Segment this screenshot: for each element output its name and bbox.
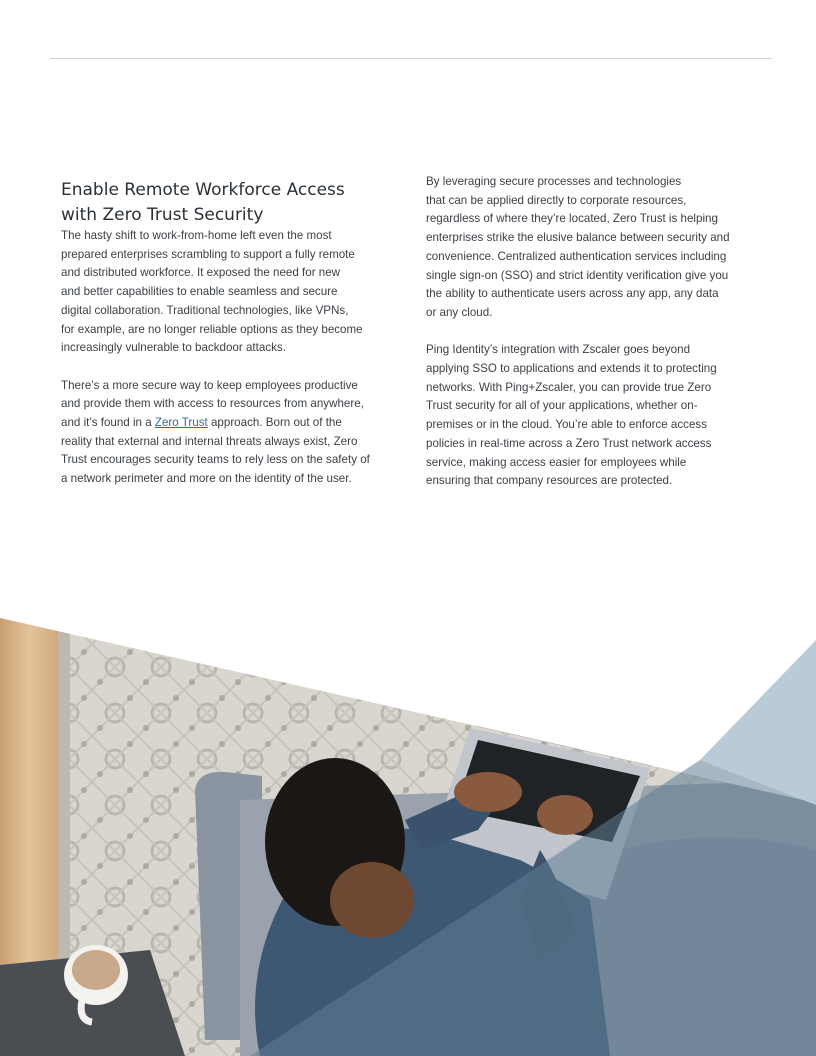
text-line: increasingly vulnerable to backdoor attacks.: [61, 341, 286, 355]
text-line: and distributed workforce. It exposed the need for new: [61, 266, 341, 280]
text-line: and better capabilities to enable seamless and secure: [61, 285, 338, 299]
text-line: premises or in the cloud. You’re able to enforce access: [426, 418, 707, 432]
text-line: applying SSO to applications and extends it to protecting: [426, 362, 717, 376]
text-line: a network perimeter and more on the identity of the user.: [61, 472, 352, 486]
text-line: and provide them with access to resources from anywhere,: [61, 397, 364, 411]
text-line: There’s a more secure way to keep employees productive: [61, 378, 358, 392]
text-line: networks. With Ping+Zscaler, you can provide true Zero: [426, 380, 712, 394]
zero-trust-link[interactable]: Zero Trust: [154, 416, 208, 430]
left-column: [61, 172, 391, 489]
text-line: enterprises strike the elusive balance between security and: [426, 231, 730, 245]
text-line: single sign-on (SSO) and strict identity verification give you: [426, 268, 729, 282]
section-heading: [61, 178, 391, 227]
text-line: that can be applied directly to corporate resources,: [426, 193, 687, 207]
integration-paragraph: [426, 341, 756, 491]
text-line: reality that external and internal threats always exist, Zero: [61, 434, 358, 448]
text-line: prepared enterprises scrambling to support a fully remote: [61, 247, 355, 261]
text-line: the ability to authenticate users across any app, any data: [426, 287, 719, 301]
text-line: Trust security for all of your applications, whether on-: [426, 399, 698, 413]
text-line: policies in real-time across a Zero Trust network access: [426, 436, 712, 450]
text-line: The hasty shift to work-from-home left even the most: [61, 229, 332, 242]
right-column: [426, 173, 756, 491]
text-line: convenience. Centralized authentication services including: [426, 249, 727, 263]
header-divider: [50, 58, 772, 59]
zero-trust-paragraph: [61, 377, 391, 489]
text-line: for example, are no longer reliable options as they become: [61, 322, 363, 336]
text-line: or any cloud.: [426, 305, 493, 319]
heading-line-2: with Zero Trust Security: [61, 204, 264, 225]
text-line: By leveraging secure processes and technologies: [426, 175, 682, 188]
text-segment: and it’s found in a: [61, 416, 155, 430]
heading-line-1: Enable Remote Workforce Access: [61, 180, 345, 200]
text-line: ensuring that company resources are protected.: [426, 474, 673, 488]
intro-paragraph: [61, 227, 391, 358]
text-line: Trust encourages security teams to rely less on the safety of: [61, 453, 370, 467]
person-hand-left: [454, 772, 522, 812]
text-line: regardless of where they’re located, Zero Trust is helping: [426, 212, 718, 226]
person-face: [330, 862, 414, 938]
text-line: digital collaboration. Traditional technologies, like VPNs,: [61, 303, 349, 317]
leveraging-paragraph: [426, 173, 756, 323]
person-hand-right: [537, 795, 593, 835]
text-line: Ping Identity’s integration with Zscaler goes beyond: [426, 343, 691, 357]
coffee: [72, 950, 120, 990]
text-segment: approach. Born out of the: [207, 416, 342, 430]
text-line: service, making access easier for employees while: [426, 455, 687, 469]
hero-photo: [0, 600, 816, 1056]
